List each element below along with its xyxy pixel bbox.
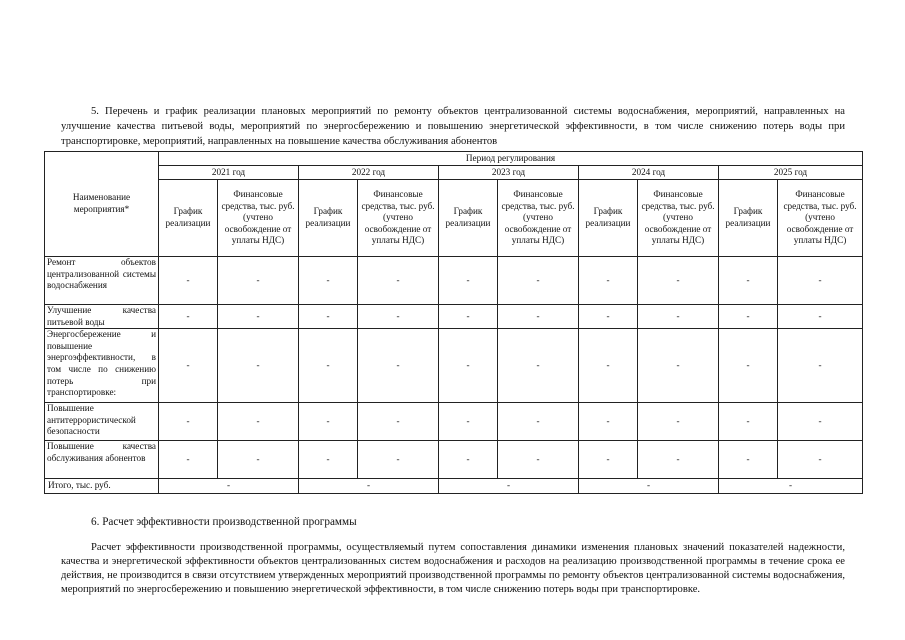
value-cell: - (638, 403, 719, 441)
value-cell: - (778, 441, 863, 479)
total-label: Итого, тыс. руб. (45, 479, 159, 494)
section-6-paragraph: Расчет эффективности производственной программы, осуществляемый путем сопоставления динамики изменения плановых значений показателей надежности, качества и энергетической эффективности объектов централизованных систем водоснабжения и расходов на реализацию производственной программы в течение срока ее действия, не производится в связи отсутствием утвержденных мероприятий производственной программы по ремонту объектов централизованной системы водоснабжения, мероприятий по энергосбережению и повышению энергетической эффективности, в том числе снижению потерь воды при транспортировке. (61, 541, 845, 596)
value-cell: - (358, 305, 439, 329)
finance-header: Финансовые средства, тыс. руб. (учтено освобождение от уплаты НДС) (218, 180, 299, 257)
value-cell: - (218, 441, 299, 479)
value-cell: - (579, 441, 638, 479)
value-cell: - (719, 441, 778, 479)
value-cell: - (498, 329, 579, 403)
year-header: 2021 год (159, 166, 299, 180)
value-cell: - (439, 403, 498, 441)
value-cell: - (498, 305, 579, 329)
value-cell: - (358, 441, 439, 479)
value-cell: - (299, 329, 358, 403)
value-cell: - (778, 257, 863, 305)
finance-header: Финансовые средства, тыс. руб. (учтено освобождение от уплаты НДС) (498, 180, 579, 257)
value-cell: - (159, 305, 218, 329)
schedule-header: График реализации (439, 180, 498, 257)
value-cell: - (498, 257, 579, 305)
value-cell: - (638, 305, 719, 329)
value-cell: - (299, 257, 358, 305)
total-value-cell: - (719, 479, 863, 494)
value-cell: - (579, 403, 638, 441)
value-cell: - (778, 329, 863, 403)
year-header: 2025 год (719, 166, 863, 180)
total-value-cell: - (439, 479, 579, 494)
table-row (45, 403, 863, 441)
value-cell: - (159, 403, 218, 441)
section-6-title: 6. Расчет эффективности производственной программы (91, 516, 357, 528)
activity-name-cell: Повышение антитеррористической безопасности (45, 403, 159, 441)
table-row (45, 257, 863, 305)
year-header: 2022 год (299, 166, 439, 180)
value-cell: - (439, 305, 498, 329)
activity-name-header: Наименование мероприятия* (45, 152, 159, 257)
value-cell: - (358, 257, 439, 305)
value-cell: - (778, 305, 863, 329)
value-cell: - (579, 329, 638, 403)
year-header: 2023 год (439, 166, 579, 180)
value-cell: - (638, 257, 719, 305)
value-cell: - (498, 403, 579, 441)
value-cell: - (719, 329, 778, 403)
value-cell: - (638, 441, 719, 479)
value-cell: - (579, 257, 638, 305)
table-row (45, 305, 863, 329)
value-cell: - (719, 403, 778, 441)
activities-schedule-table (44, 151, 863, 494)
finance-header: Финансовые средства, тыс. руб. (учтено освобождение от уплаты НДС) (358, 180, 439, 257)
value-cell: - (498, 441, 579, 479)
value-cell: - (218, 257, 299, 305)
value-cell: - (778, 403, 863, 441)
value-cell: - (579, 305, 638, 329)
schedule-header: График реализации (159, 180, 218, 257)
section-5-paragraph: 5. Перечень и график реализации плановых мероприятий по ремонту объектов централизованной системы водоснабжения, мероприятий, направленных на улучшение качества питьевой воды, мероприятий по энергосбережению и повышению энергетической эффективности, в том числе снижению потерь воды при транспортировке, мероприятий, направленных на повышение качества обслуживания абонентов (61, 105, 845, 147)
value-cell: - (719, 305, 778, 329)
value-cell: - (218, 403, 299, 441)
schedule-header: График реализации (299, 180, 358, 257)
value-cell: - (299, 441, 358, 479)
value-cell: - (218, 329, 299, 403)
finance-header: Финансовые средства, тыс. руб. (учтено освобождение от уплаты НДС) (638, 180, 719, 257)
period-header: Период регулирования (159, 152, 863, 166)
table-row (45, 441, 863, 479)
activity-name-cell: Ремонт объектов централизованной системы водоснабжения (45, 257, 159, 305)
value-cell: - (439, 329, 498, 403)
value-cell: - (159, 329, 218, 403)
value-cell: - (439, 257, 498, 305)
total-value-cell: - (159, 479, 299, 494)
table-row (45, 329, 863, 403)
total-value-cell: - (579, 479, 719, 494)
value-cell: - (358, 403, 439, 441)
year-header: 2024 год (579, 166, 719, 180)
value-cell: - (218, 305, 299, 329)
schedule-header: График реализации (719, 180, 778, 257)
value-cell: - (159, 441, 218, 479)
finance-header: Финансовые средства, тыс. руб. (учтено освобождение от уплаты НДС) (778, 180, 863, 257)
activity-name-cell: Улучшение качества питьевой воды (45, 305, 159, 329)
value-cell: - (638, 329, 719, 403)
total-row (45, 479, 863, 494)
value-cell: - (299, 305, 358, 329)
value-cell: - (159, 257, 218, 305)
value-cell: - (299, 403, 358, 441)
value-cell: - (439, 441, 498, 479)
activity-name-cell: Повышение качества обслуживания абонентов (45, 441, 159, 479)
value-cell: - (358, 329, 439, 403)
activity-name-cell: Энергосбережение и повышение энергоэффективности, в том числе по снижению потерь при транспортировке: (45, 329, 159, 403)
value-cell: - (719, 257, 778, 305)
schedule-header: График реализации (579, 180, 638, 257)
total-value-cell: - (299, 479, 439, 494)
